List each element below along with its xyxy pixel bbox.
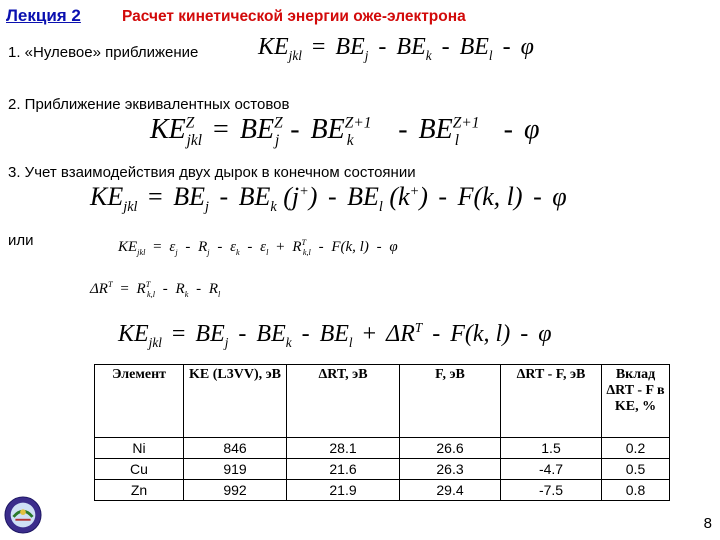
lecture-label[interactable]: Лекция 2 <box>6 6 81 25</box>
table-row <box>95 438 670 459</box>
table-cell: 992 <box>184 480 287 501</box>
column-header: Элемент <box>95 365 184 438</box>
table-cell: Cu <box>95 459 184 480</box>
formula-two-hole-interaction: $KE_{jkl} = BE_j - BE_k$ $(j^+) - BE_l$ (k+) - F(k, l) - φ <box>90 182 567 216</box>
item-two-hole-interaction: 3. Учет взаимодействия двух дырок в конечном состоянии <box>8 164 416 181</box>
table-cell: 846 <box>184 438 287 459</box>
table-row <box>95 459 670 480</box>
column-header: F, эВ <box>400 365 501 438</box>
formula-relaxation-form: $KE_{jkl} = \varepsilon_j - R_j - \varepsilon_k - \varepsilon_l + R^T_{k,l} - F(k$, l) - φ <box>118 238 398 257</box>
column-header: Вклад ΔRT - F в KE, % <box>602 365 670 438</box>
table-cell: Ni <box>95 438 184 459</box>
data-table <box>94 364 670 501</box>
table-cell: 0.2 <box>602 438 670 459</box>
table-cell: 28.1 <box>287 438 400 459</box>
page-number: 8 <box>703 515 712 532</box>
table-cell: Zn <box>95 480 184 501</box>
table-row <box>95 480 670 501</box>
column-header: ΔRT - F, эВ <box>501 365 602 438</box>
table-cell: 29.4 <box>400 480 501 501</box>
table-cell: 919 <box>184 459 287 480</box>
table-cell: 26.6 <box>400 438 501 459</box>
table-cell: 21.6 <box>287 459 400 480</box>
table-cell: 1.5 <box>501 438 602 459</box>
table-cell: 26.3 <box>400 459 501 480</box>
formula-final: $KE_{jkl} = BE_j - BE_k - BE_l + \Delta R^T - F(k$, l) - φ <box>118 320 552 350</box>
formula-delta-relaxation: $\Delta R^T = R^T_{k,l} - R_k - R_l$ <box>90 280 221 299</box>
item-zero-approximation: 1. «Нулевое» приближение <box>8 44 199 61</box>
table-cell: 0.5 <box>602 459 670 480</box>
table-header-row <box>95 365 670 438</box>
formula-equivalent-cores: $KE^Z_{jkl} = BE^Z_j - BE^{Z+1}_k - BE^{Z+1}_l - \varphi$ <box>150 114 540 149</box>
item-equivalent-cores: 2. Приближение эквивалентных остовов <box>8 96 290 113</box>
formula-zero-approximation: $KE_{jkl} = BE_j - BE_k - BE_l - \varphi$ <box>258 34 534 63</box>
table-cell: 0.8 <box>602 480 670 501</box>
table-cell: -4.7 <box>501 459 602 480</box>
university-emblem-icon <box>4 496 42 534</box>
or-label: или <box>8 232 34 249</box>
table-cell: 21.9 <box>287 480 400 501</box>
table-cell: -7.5 <box>501 480 602 501</box>
column-header: KE (L3VV), эВ <box>184 365 287 438</box>
column-header: ΔRT, эВ <box>287 365 400 438</box>
slide-title: Расчет кинетической энергии оже-электрона <box>122 8 466 25</box>
